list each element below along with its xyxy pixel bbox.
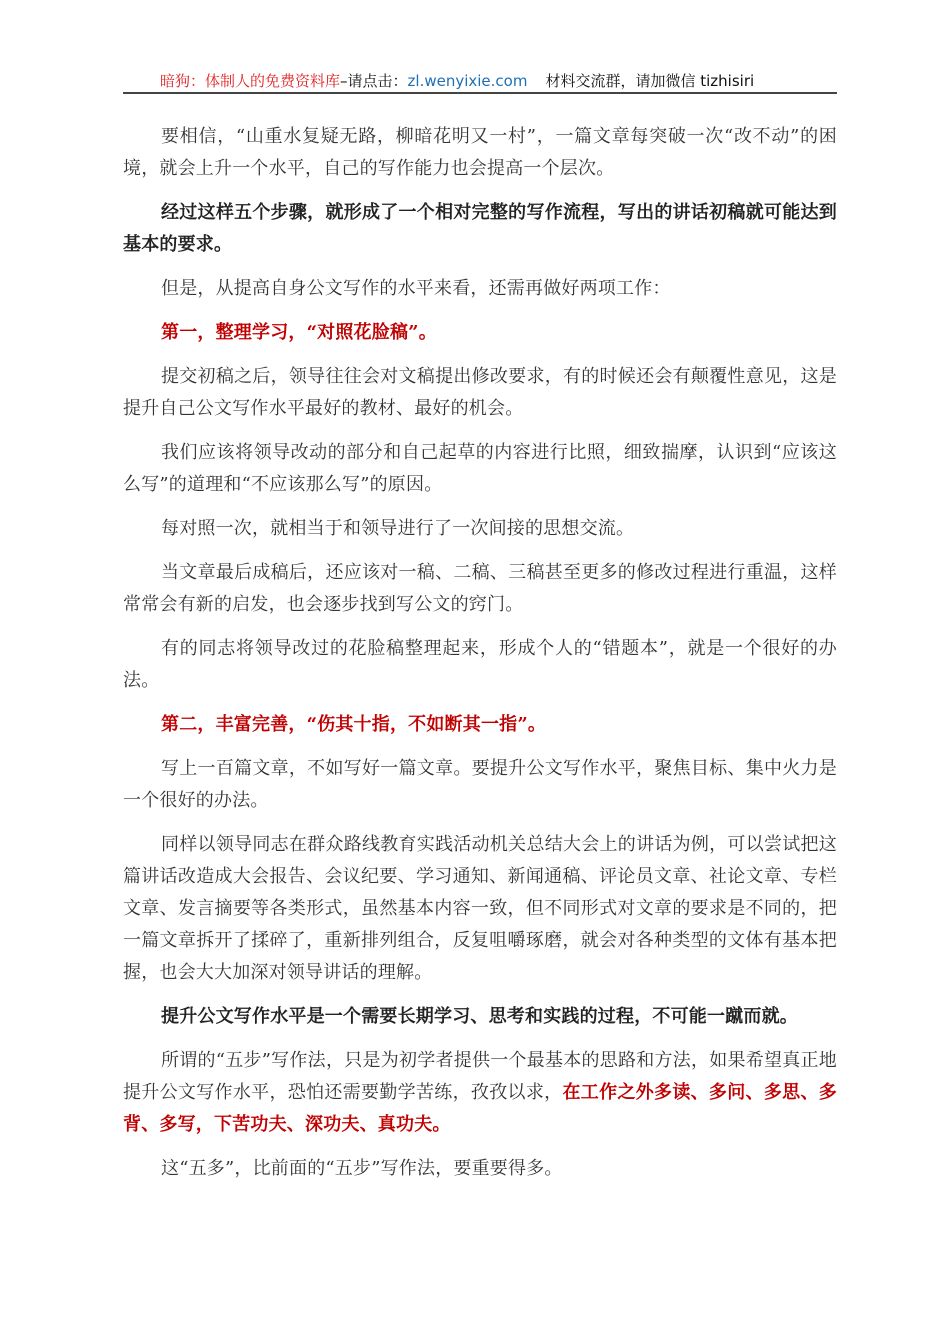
paragraph: 当文章最后成稿后，还应该对一稿、二稿、三稿甚至更多的修改过程进行重温，这样常常会有新的启发，也会逐步找到写公文的窍门。 xyxy=(123,562,837,615)
paragraph: 有的同志将领导改过的花脸稿整理起来，形成个人的“错题本”，就是一个很好的办法。 xyxy=(123,638,837,691)
paragraph: 写上一百篇文章，不如写好一篇文章。要提升公文写作水平，聚焦目标、集中火力是一个很好的办法。 xyxy=(123,758,837,811)
paragraph: 同样以领导同志在群众路线教育实践活动机关总结大会上的讲话为例，可以尝试把这篇讲话改造成大会报告、会议纪要、学习通知、新闻通稿、评论员文章、社论文章、专栏文章、发言摘要等各类形式，虽然基本内容一致，但不同形式对文章的要求是不同的，把一篇文章拆开了揉碎了，重新排列组合，反复咀嚼琢磨，就会对各种类型的文体有基本把握，也会大大加深对领导讲话的理解。 xyxy=(123,834,837,983)
section-heading-2: 第二，丰富完善，“伤其十指，不如断其一指”。 xyxy=(161,714,547,735)
bold-paragraph: 经过这样五个步骤，就形成了一个相对完整的写作流程，写出的讲话初稿就可能达到基本的要求。 xyxy=(123,202,837,255)
paragraph: 我们应该将领导改动的部分和自己起草的内容进行比照，细致揣摩，认识到“应该这么写”的道理和“不应该那么写”的原因。 xyxy=(123,442,837,495)
section-heading-1: 第一，整理学习，“对照花脸稿”。 xyxy=(161,322,437,343)
paragraph: 每对照一次，就相当于和领导进行了一次间接的思想交流。 xyxy=(161,518,635,539)
header-click-prompt: –请点击： xyxy=(340,72,408,90)
bold-paragraph: 提升公文写作水平是一个需要长期学习、思考和实践的过程，不可能一蹴而就。 xyxy=(161,1006,798,1027)
header-brand: 暗狗：体制人的免费资料库 xyxy=(160,72,341,90)
paragraph: 这“五多”，比前面的“五步”写作法，要重要得多。 xyxy=(161,1158,563,1179)
paragraph-text: 所谓的“五步”写作法，只是为初学者提供一个最基本的思路和方法，如果希望真正地提升公文写作水平，恐怕还需要勤学苦练，孜孜以求， xyxy=(123,1050,837,1103)
paragraph: 但是，从提高自身公文写作的水平来看，还需再做好两项工作： xyxy=(161,278,671,299)
paragraph: 要相信，“山重水复疑无路，柳暗花明又一村”，一篇文章每突破一次“改不动”的困境，就会上升一个水平，自己的写作能力也会提高一个层次。 xyxy=(123,126,837,179)
header-url-link[interactable]: zl.wenyixie.com xyxy=(407,72,528,90)
paragraph: 提交初稿之后，领导往往会对文稿提出修改要求，有的时候还会有颠覆性意见，这是提升自己公文写作水平最好的教材、最好的机会。 xyxy=(123,366,837,419)
highlighted-text: 在工作之外多读、多问、多思、多背、多写，下苦功夫、深功夫、真功夫。 xyxy=(123,1082,837,1135)
document-body xyxy=(123,121,837,1197)
page-header xyxy=(123,68,837,94)
paragraph xyxy=(123,1045,837,1141)
header-wechat: 材料交流群，请加微信 tizhisiri xyxy=(545,72,755,90)
